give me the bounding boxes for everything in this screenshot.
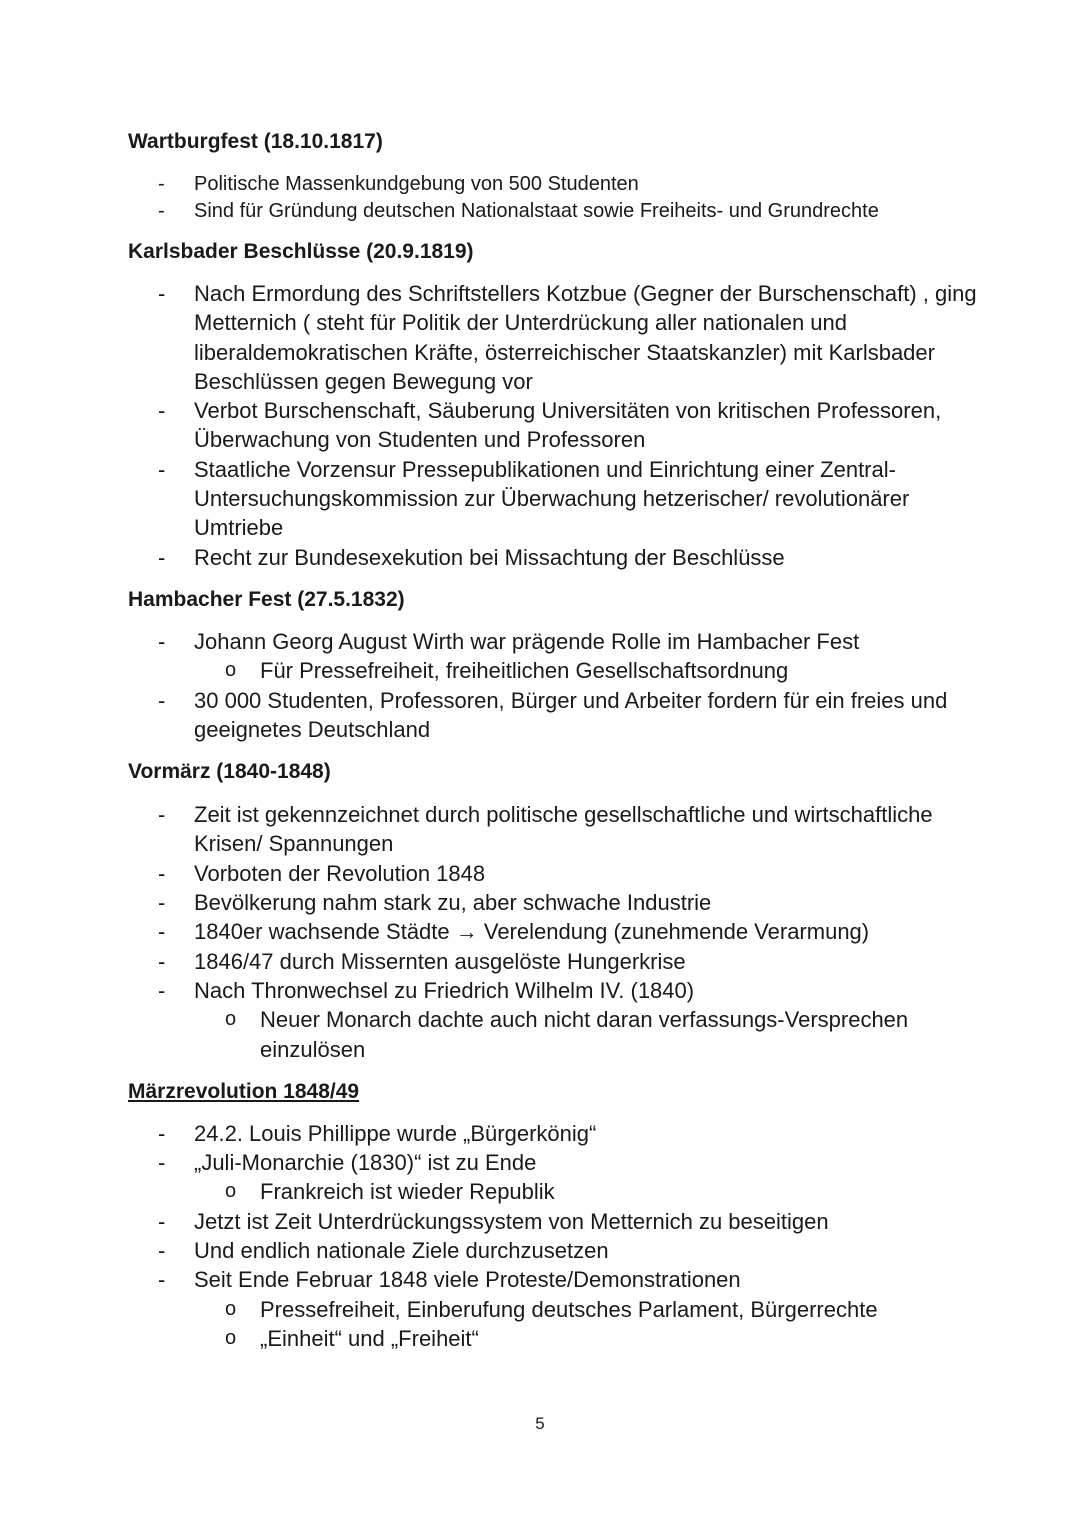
dash-bullet-icon: -: [158, 1120, 166, 1146]
list-item: [128, 171, 988, 198]
list-item-text: 1846/47 durch Missernten ausgelöste Hungerkrise: [194, 948, 686, 974]
dash-bullet-icon: -: [158, 687, 166, 713]
circle-bullet-icon: o: [225, 1297, 237, 1320]
dash-bullet-icon: -: [158, 1267, 166, 1293]
sub-list-item-text: Pressefreiheit, Einberufung deutsches Parlament, Bürgerrechte: [260, 1296, 878, 1322]
page-number: 5: [535, 1414, 545, 1433]
sub-list-item-text: „Einheit“ und „Freiheit“: [260, 1325, 479, 1351]
sub-list-item: [194, 1005, 988, 1064]
section-heading: Karlsbader Beschlüsse (20.9.1819): [128, 240, 474, 263]
list-item-text: Recht zur Bundesexekution bei Missachtung der Beschlüsse: [194, 544, 785, 570]
list-item: [128, 1148, 988, 1207]
section-maerzrevolution: [128, 1078, 988, 1353]
dash-bullet-icon: -: [158, 860, 166, 886]
dash-bullet-icon: -: [158, 281, 166, 306]
section-hambacher-fest: [128, 586, 988, 744]
document-body: [128, 128, 988, 1353]
sub-list: [194, 1005, 988, 1064]
sub-list-item: [194, 1324, 988, 1353]
bullet-list: [128, 627, 988, 744]
dash-bullet-icon: -: [158, 977, 166, 1003]
sub-list: [194, 656, 988, 685]
sub-list-item: [194, 1177, 988, 1206]
circle-bullet-icon: o: [225, 1008, 237, 1031]
list-item-text: Staatliche Vorzensur Pressepublikationen und Einrichtung einer Zentral-Untersuchungskommission zur Überwachung hetzerischer/ revolutionärer Umtriebe: [194, 456, 910, 541]
list-item-text: Verbot Burschenschaft, Säuberung Universitäten von kritischen Professoren, Überwachung von Studenten und Professoren: [194, 398, 942, 453]
list-item-text: 24.2. Louis Phillippe wurde „Bürgerkönig“: [194, 1120, 597, 1146]
list-item: [128, 279, 988, 396]
list-item-text: Bevölkerung nahm stark zu, aber schwache Industrie: [194, 890, 712, 916]
dash-bullet-icon: -: [158, 544, 166, 570]
circle-bullet-icon: o: [225, 1180, 237, 1203]
list-item-text: Zeit ist gekennzeichnet durch politische gesellschaftliche und wirtschaftliche Krisen/ Spannungen: [194, 802, 933, 857]
dash-bullet-icon: -: [158, 173, 165, 195]
section-karlsbader-beschluesse: [128, 238, 988, 572]
sub-list-item-text: Neuer Monarch dachte auch nicht daran verfassungs-Versprechen einzulösen: [260, 1007, 909, 1062]
dash-bullet-icon: -: [158, 398, 166, 424]
sub-list-item-text: Frankreich ist wieder Republik: [260, 1179, 555, 1205]
list-item-text: Nach Ermordung des Schriftstellers Kotzbue (Gegner der Burschenschaft) , ging Metternich ( steht für Politik der Unterdrückung aller nationalen und liberaldemokratischen Kräfte, österreichischer Staatskanzler) mit Karlsbader Beschlüssen gegen Bewegung vor: [194, 281, 977, 394]
section-vormaerz: [128, 758, 988, 1064]
section-wartburgfest: [128, 128, 988, 225]
sub-list: [194, 1177, 988, 1206]
list-item: [128, 1207, 988, 1236]
dash-bullet-icon: -: [158, 919, 166, 945]
sub-list-item: [194, 656, 988, 685]
list-item: [128, 1236, 988, 1265]
list-item-text: 30 000 Studenten, Professoren, Bürger und Arbeiter fordern für ein freies und geeignetes Deutschland: [194, 687, 948, 742]
list-item-text: Politische Massenkundgebung von 500 Studenten: [194, 173, 639, 195]
section-heading: Wartburgfest (18.10.1817): [128, 130, 383, 153]
list-item: [128, 396, 988, 455]
list-item-text: „Juli-Monarchie (1830)“ ist zu Ende: [194, 1150, 537, 1176]
dash-bullet-icon: -: [158, 890, 166, 916]
dash-bullet-icon: -: [158, 1208, 166, 1234]
bullet-list: [128, 800, 988, 1064]
sub-list: [194, 1295, 988, 1354]
sub-list-item: [194, 1295, 988, 1324]
section-heading: Vormärz (1840-1848): [128, 760, 331, 784]
list-item: [128, 800, 988, 859]
list-item-text: 1840er wachsende Städte → Verelendung (zunehmende Verarmung): [194, 919, 870, 945]
list-item: [128, 976, 988, 1064]
section-heading: Hambacher Fest (27.5.1832): [128, 587, 405, 611]
list-item-text: Seit Ende Februar 1848 viele Proteste/Demonstrationen: [194, 1267, 741, 1293]
list-item-text: Jetzt ist Zeit Unterdrückungssystem von Metternich zu beseitigen: [194, 1208, 829, 1234]
section-heading: Märzrevolution 1848/49: [128, 1079, 360, 1103]
list-item-text: Vorboten der Revolution 1848: [194, 860, 486, 886]
list-item: [128, 627, 988, 686]
sub-list-item-text: Für Pressefreiheit, freiheitlichen Gesellschaftsordnung: [260, 658, 789, 684]
bullet-list: [128, 279, 988, 572]
list-item: [128, 947, 988, 976]
dash-bullet-icon: -: [158, 456, 166, 482]
dash-bullet-icon: -: [158, 948, 166, 974]
dash-bullet-icon: -: [158, 1150, 166, 1176]
list-item-text: Und endlich nationale Ziele durchzusetzen: [194, 1238, 609, 1264]
bullet-list: [128, 1119, 988, 1353]
dash-bullet-icon: -: [158, 802, 166, 828]
circle-bullet-icon: o: [225, 659, 237, 682]
list-item: [128, 543, 988, 572]
list-item: [128, 859, 988, 888]
list-item-text: Sind für Gründung deutschen Nationalstaat sowie Freiheits- und Grundrechte: [194, 200, 879, 222]
list-item: [128, 917, 988, 946]
list-item: [128, 198, 988, 225]
dash-bullet-icon: -: [158, 200, 165, 222]
list-item: [128, 1265, 988, 1353]
list-item-text: Nach Thronwechsel zu Friedrich Wilhelm IV. (1840): [194, 977, 695, 1003]
bullet-list: [128, 171, 988, 225]
dash-bullet-icon: -: [158, 628, 166, 654]
dash-bullet-icon: -: [158, 1238, 166, 1264]
list-item: [128, 686, 988, 745]
circle-bullet-icon: o: [225, 1326, 237, 1349]
list-item: [128, 888, 988, 917]
list-item-text: Johann Georg August Wirth war prägende Rolle im Hambacher Fest: [194, 628, 860, 654]
list-item: [128, 455, 988, 543]
list-item: [128, 1119, 988, 1148]
